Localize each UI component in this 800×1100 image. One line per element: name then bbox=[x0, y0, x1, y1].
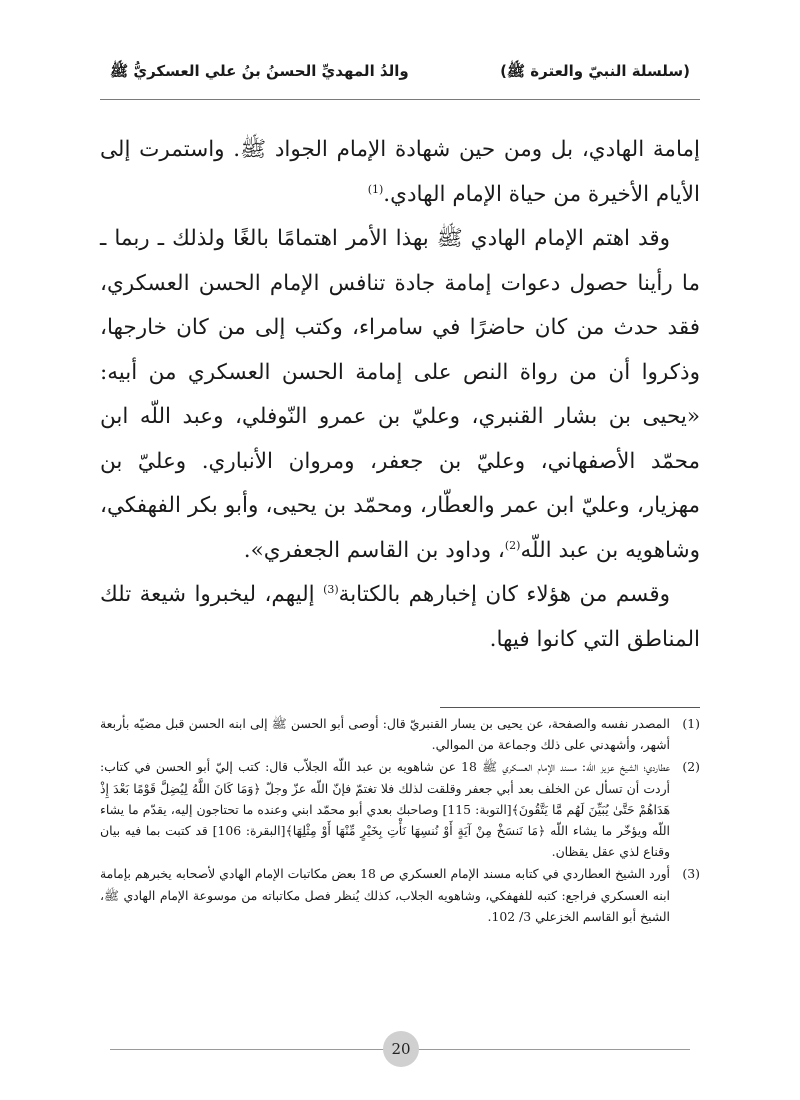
footnote-number: (3) bbox=[682, 866, 700, 882]
footnote-ref: (1) bbox=[367, 182, 384, 196]
footnote-number: (1) bbox=[682, 716, 700, 731]
page-number: 20 bbox=[383, 1031, 419, 1067]
footnote-ref: (3) bbox=[323, 582, 339, 596]
footnotes bbox=[100, 713, 700, 928]
paragraph: وقسم من هؤلاء كان إخبارهم بالكتابة$^{(3)}$ إليهم، ليخبروا شيعة تلك المناطق التي كانوا فيها. bbox=[100, 582, 700, 652]
footnote bbox=[100, 863, 700, 927]
paragraph: وقد اهتم الإمام الهادي ﷺ بهذا الأمر اهتمامًا بالغًا ولذلك ـ ربما ـ ما رأينا حصول دعوات إمامة جادة تنافس الإمام الحسن العسكري، فقد حدث من كان حاضرًا في سامراء، وكتب إلى من كان خارجها، وذكروا أن من رواة النص على إمامة الحسن العسكري من أبيه: «يحيى بن بشار القنبري، وعليّ بن عمرو النّوفلي، وعبد اللّه ابن محمّد الأصفهاني، وعليّ بن جعفر، ومروان الأنباري. وعليّ بن مهزيار، وعليّ ابن عمر والعطّار، ومحمّد بن يحيى، وأبو بكر الفهفكي، وشاهويه بن عبد اللّه$^{(2)}$، وداود بن القاسم الجعفري». bbox=[100, 226, 700, 563]
main-text bbox=[100, 128, 700, 662]
footnote bbox=[100, 713, 700, 755]
footnote bbox=[100, 756, 700, 862]
footnote-divider bbox=[440, 707, 700, 708]
paragraph: إمامة الهادي، بل ومن حين شهادة الإمام الجواد ﷺ. واستمرت إلى الأيام الأخيرة من حياة الإمام الهادي.$^{(1)}$ bbox=[100, 137, 700, 207]
footnote-number: (2) bbox=[682, 759, 700, 775]
footnote-text: المصدر نفسه والصفحة، عن يحيى بن يسار القنبريّ قال: أوصى أبو الحسن ﷺ إلى ابنه الحسن قبل مضيّه بأربعة أشهر، وأشهدني على ذلك وجماعة من الموالي. bbox=[100, 716, 670, 753]
chapter-title: والدُ المهديِّ الحسنُ بنُ علي العسكريُّ ﷺ bbox=[110, 62, 409, 80]
running-header bbox=[110, 56, 690, 90]
footnote-text: أورد الشيخ العطاردي في كتابه مسند الإمام العسكري ص 18 بعض مكاتبات الإمام الهادي لأصحابه يخبرهم بإمامة ابنه العسكري فراجع: كتبه للفهفكي، وشاهويه الجلاب، كذلك يُنظر فصل مكاتباته من موسوعة الإمام الهادي ﷺ، الشيخ أبو القاسم الخزعلي 3/ 102. bbox=[100, 866, 670, 924]
footnote-ref: (2) bbox=[504, 538, 521, 552]
series-title: (سلسلة النبيّ والعترة ﷺ) bbox=[500, 62, 690, 80]
footnote-text: عطاردي؛ الشيخ عزيز الله: مسند الإمام العسكري ﷺ 18 عن شاهويه بن عبد اللّه الجلاّب قال: كتب إليّ أبو الحسن في كتاب: أردت أن تسأل عن الخلف بعد أبي جعفر وقلقت لذلك فلا تغتمّ فإنّ اللّه عزّ وجلّ ﴿وَمَا كَانَ اللَّهُ لِيُضِلَّ قَوْمًا بَعْدَ إِذْ هَدَاهُمْ حَتَّىٰ يُبَيِّنَ لَهُم مَّا يَتَّقُونَ﴾[التوبة: 115] وصاحبك بعدي أبو محمّد ابني وعنده ما تحتاجون إليه، يقدّم ما يشاء اللّه ويؤخّر ما يشاء اللّه ﴿مَا نَنسَخْ مِنْ آيَةٍ أَوْ نُنسِهَا نَأْتِ بِخَيْرٍ مِّنْهَا أَوْ مِثْلِهَا﴾[البقرة: 106] قد كتبت بما فيه بيان وقناع لذي عقل يقظان. bbox=[100, 759, 670, 860]
header-divider bbox=[100, 99, 700, 100]
